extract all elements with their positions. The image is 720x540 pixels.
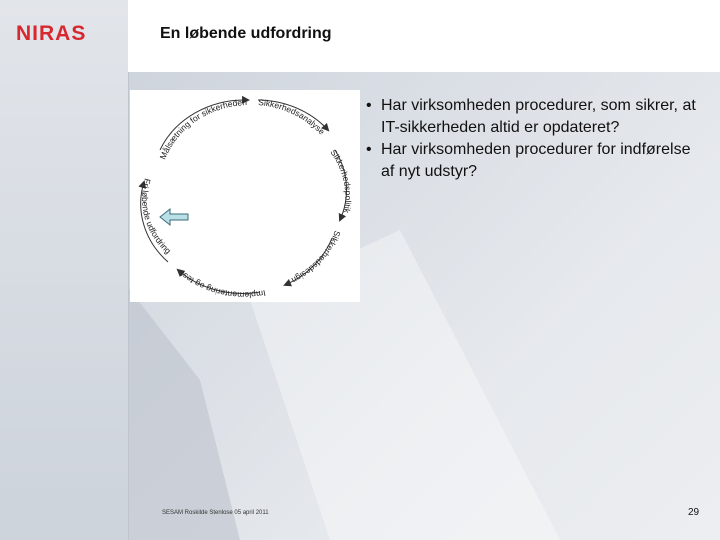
bullet-item: • Har virksomheden procedurer for indførelse af nyt udstyr? bbox=[366, 139, 696, 183]
diagram-label-implementation: Implementering og test bbox=[178, 269, 267, 301]
diagram-label-challenge: Fri løbende udfordring bbox=[139, 177, 174, 256]
pointer-arrow-icon bbox=[160, 209, 188, 225]
sidebar-panel bbox=[0, 0, 129, 540]
footer-text: SESAM Roskilde Stenlose 05 april 2011 bbox=[162, 510, 269, 516]
security-cycle-diagram bbox=[130, 90, 360, 302]
slide-title: En løbende udfordring bbox=[160, 25, 332, 42]
bullet-list bbox=[366, 95, 696, 183]
page-number: 29 bbox=[688, 507, 700, 518]
diagram-label-policy: Sikkerhedspolitik bbox=[328, 147, 354, 215]
diagram-label-goal: Målsætning for sikkerheden bbox=[157, 96, 248, 161]
bullet-item: • Har virksomheden procedurer, som sikrer, at IT-sikkerheden altid er opdateret? bbox=[366, 95, 696, 139]
diagram-label-design: Sikkerhedsdesign bbox=[289, 229, 343, 286]
diagram-label-analysis: Sikkerhedsanalyse bbox=[257, 97, 327, 137]
niras-logo: NIRAS bbox=[16, 22, 87, 45]
